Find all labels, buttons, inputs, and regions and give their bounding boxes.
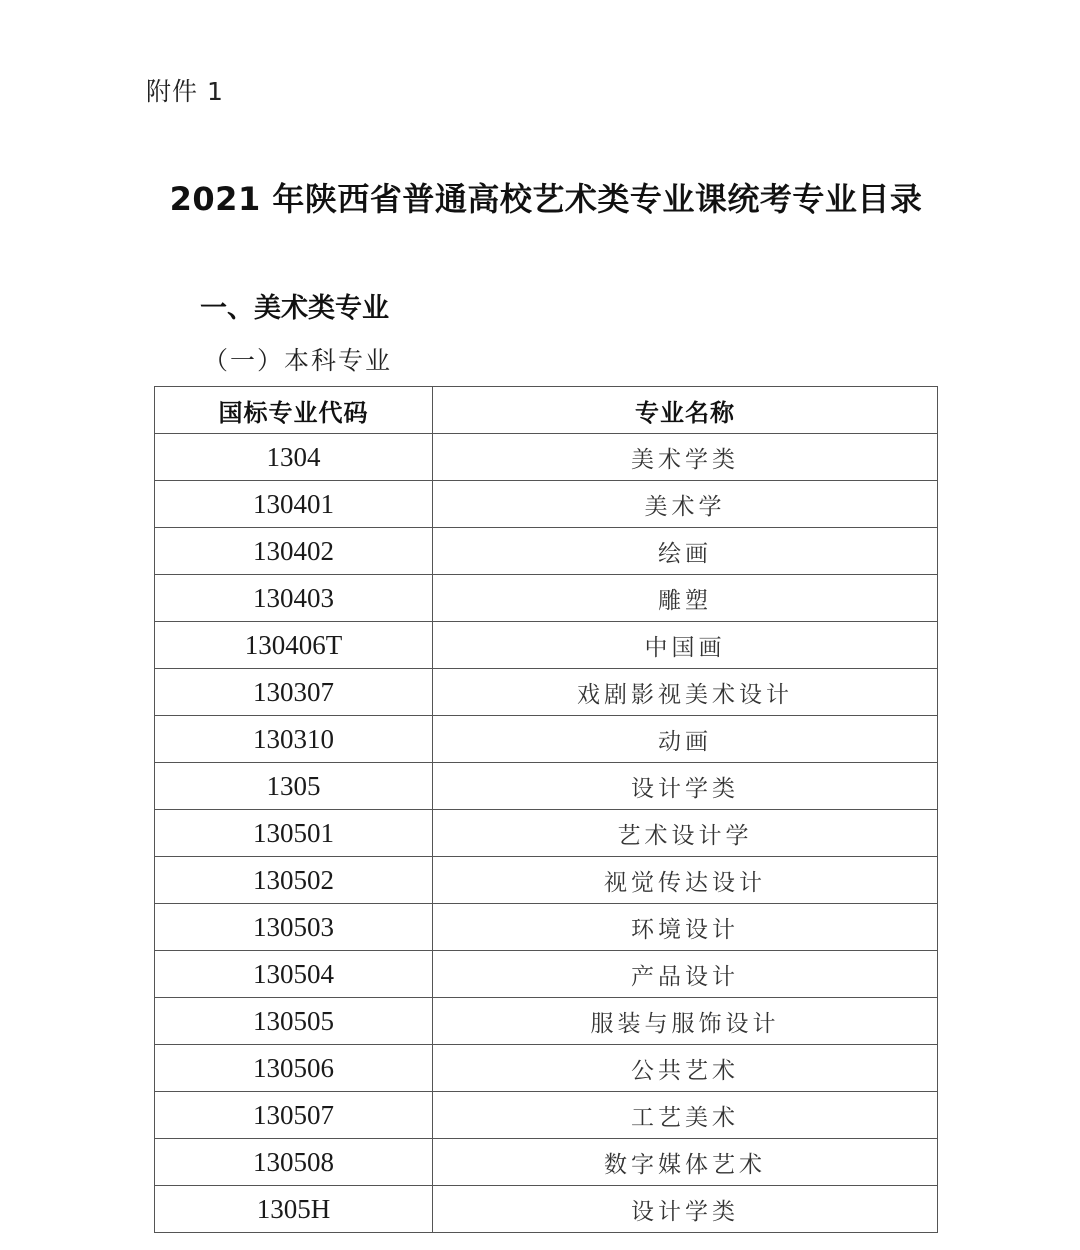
major-name-cell: 产品设计 [433,951,938,998]
table-row [155,1092,938,1139]
major-code-cell: 130402 [155,528,433,575]
section-heading: 一、美术类专业 [200,293,389,324]
major-code-cell: 130403 [155,575,433,622]
table-row [155,1045,938,1092]
major-name-cell: 艺术设计学 [433,810,938,857]
major-name-cell: 数字媒体艺术 [433,1139,938,1186]
major-code-cell: 130505 [155,998,433,1045]
major-name-cell: 美术学类 [433,434,938,481]
major-code-cell: 130406T [155,622,433,669]
subsection-heading: （一）本科专业 [203,346,393,375]
major-name-cell: 公共艺术 [433,1045,938,1092]
major-name-cell: 美术学 [433,481,938,528]
major-code-cell: 130503 [155,904,433,951]
major-code-cell: 130310 [155,716,433,763]
table-row [155,1139,938,1186]
table-row [155,716,938,763]
major-name-cell: 中国画 [433,622,938,669]
major-code-cell: 130508 [155,1139,433,1186]
major-name-cell: 环境设计 [433,904,938,951]
column-header-name: 专业名称 [433,387,938,434]
table-row [155,763,938,810]
major-catalog-table [154,386,938,1233]
table-row [155,998,938,1045]
table-row [155,951,938,998]
column-header-code: 国标专业代码 [155,387,433,434]
major-code-cell: 130504 [155,951,433,998]
table-row [155,434,938,481]
major-name-cell: 设计学类 [433,1186,938,1233]
major-code-cell: 130502 [155,857,433,904]
table-row [155,857,938,904]
table-row [155,528,938,575]
table-row [155,904,938,951]
table-row [155,622,938,669]
major-code-cell: 130507 [155,1092,433,1139]
major-code-cell: 1305H [155,1186,433,1233]
attachment-label: 附件 1 [146,77,224,106]
major-name-cell: 工艺美术 [433,1092,938,1139]
major-name-cell: 动画 [433,716,938,763]
table-row [155,481,938,528]
table-row [155,1186,938,1233]
major-code-cell: 1305 [155,763,433,810]
table-row [155,669,938,716]
major-code-cell: 130506 [155,1045,433,1092]
major-name-cell: 绘画 [433,528,938,575]
table-row [155,575,938,622]
major-code-cell: 130501 [155,810,433,857]
document-title: 2021 年陕西省普通高校艺术类专业课统考专业目录 [169,180,923,218]
table-row [155,810,938,857]
major-name-cell: 设计学类 [433,763,938,810]
major-code-cell: 130307 [155,669,433,716]
major-name-cell: 视觉传达设计 [433,857,938,904]
major-name-cell: 服装与服饰设计 [433,998,938,1045]
major-name-cell: 雕塑 [433,575,938,622]
major-code-cell: 130401 [155,481,433,528]
table-header-row [155,387,938,434]
major-code-cell: 1304 [155,434,433,481]
major-name-cell: 戏剧影视美术设计 [433,669,938,716]
